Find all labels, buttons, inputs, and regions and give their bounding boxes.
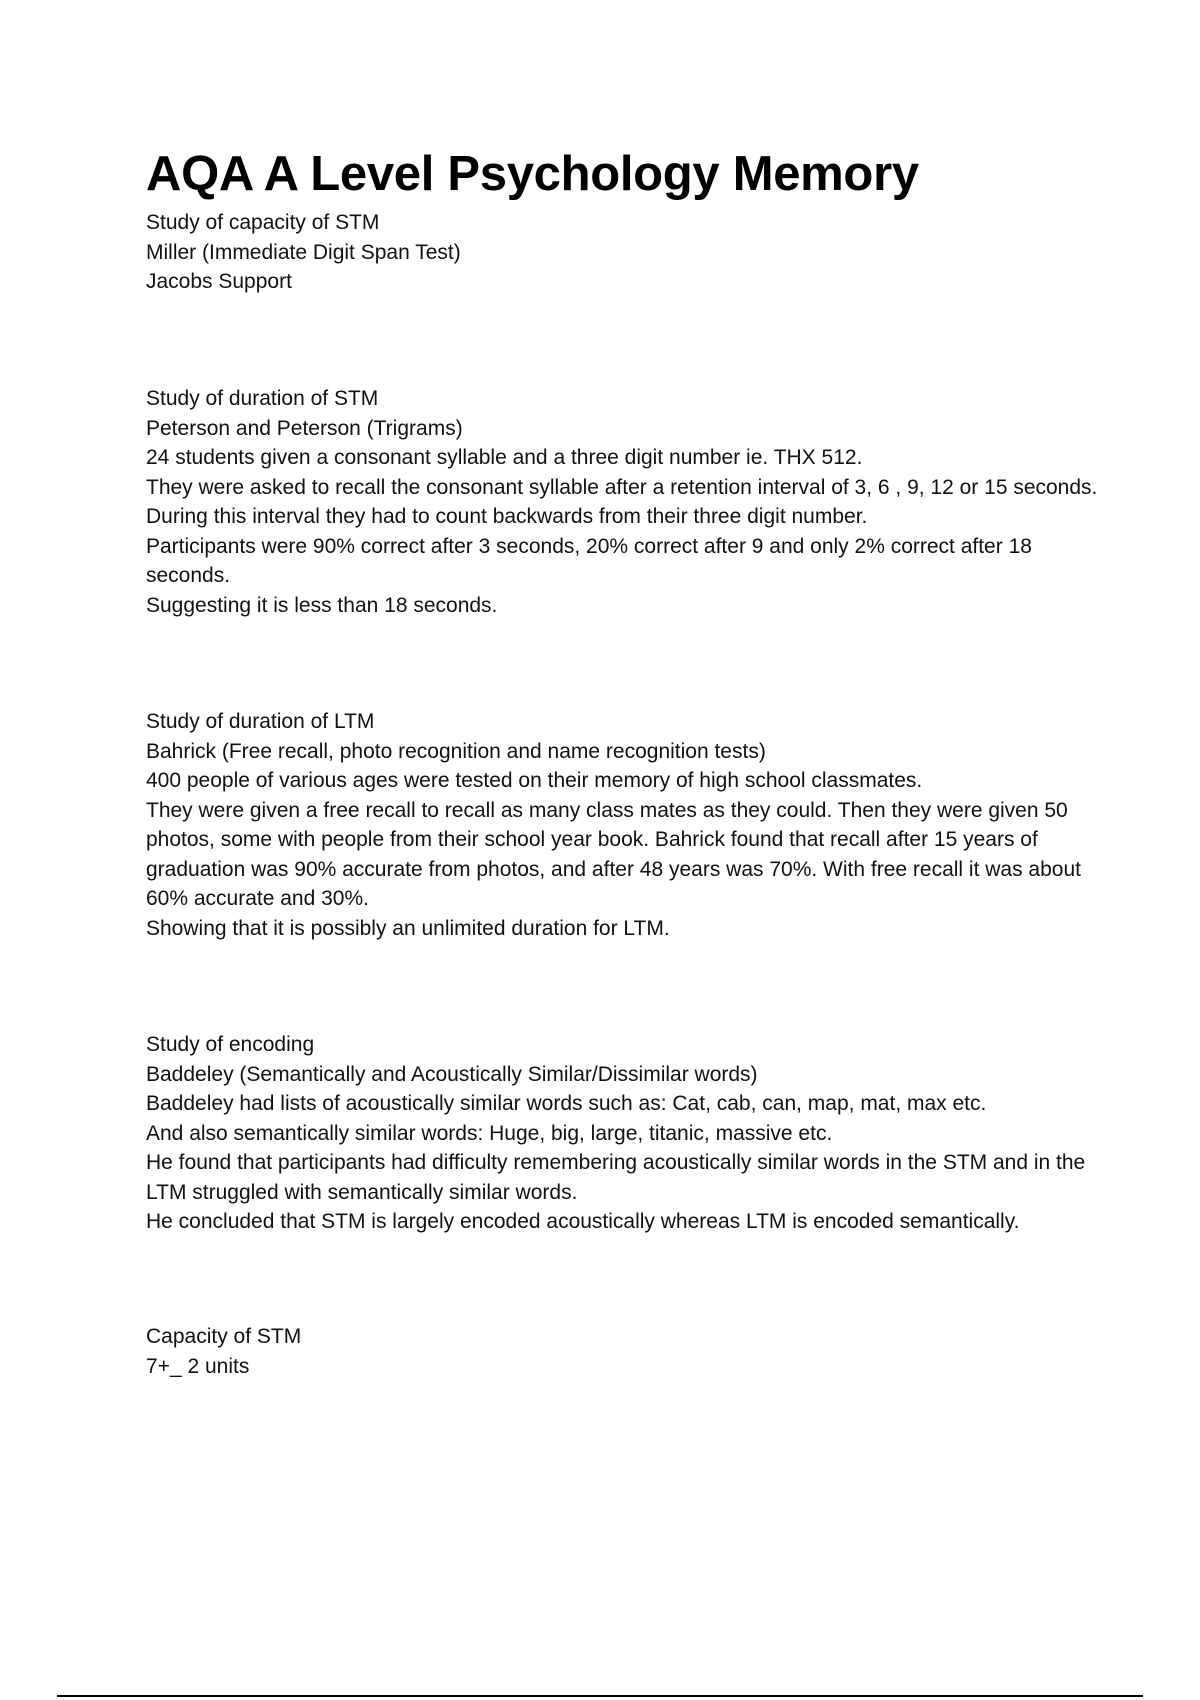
section-stm-capacity-study [146,208,1106,297]
section-heading: Study of duration of STM [146,387,379,410]
section-line: Baddeley (Semantically and Acoustically Similar/Dissimilar words) [146,1062,758,1086]
section-line: Bahrick (Free recall, photo recognition and name recognition tests) [146,739,766,763]
section-encoding-study [146,1030,1106,1237]
section-line: Miller (Immediate Digit Span Test) [146,240,461,264]
section-line: They were asked to recall the consonant syllable after a retention interval of 3, 6 , 9, 12 or 15 seconds. During this interval they had to count backwards from their three digit number. [146,475,1098,528]
section-heading: Study of capacity of STM [146,211,380,234]
section-line: 7+_ 2 units [146,1354,250,1378]
section-line: He found that participants had difficulty remembering acoustically similar words in the STM and in the LTM struggled with semantically similar words. [146,1151,1086,1204]
section-line: Showing that it is possibly an unlimited duration for LTM. [146,916,670,940]
section-line: Suggesting it is less than 18 seconds. [146,593,498,617]
section-line: 400 people of various ages were tested on their memory of high school classmates. [146,769,923,792]
section-heading: Study of encoding [146,1033,315,1056]
section-line: Jacobs Support [146,270,292,293]
section-stm-capacity [146,1322,1106,1381]
section-line: 24 students given a consonant syllable and a three digit number ie. THX 512. [146,446,863,469]
section-line: Baddeley had lists of acoustically similar words such as: Cat, cab, can, map, mat, max etc. [146,1092,987,1115]
section-line: They were given a free recall to recall as many class mates as they could. Then they were given 50 photos, some with people from their school year book. Bahrick found that recall after 15 years of graduation was 90% accurate from photos, and after 48 years was 70%. With free recall it was about 60% accurate and 30%. [146,798,1081,910]
section-line: He concluded that STM is largely encoded acoustically whereas LTM is encoded semantically. [146,1210,1020,1233]
section-stm-duration-study [146,384,1106,620]
section-line: Participants were 90% correct after 3 seconds, 20% correct after 9 and only 2% correct after 18 seconds. [146,534,1032,587]
section-line: Peterson and Peterson (Trigrams) [146,416,463,440]
page-title: AQA A Level Psychology Memory [146,147,919,201]
section-heading: Study of duration of LTM [146,710,375,733]
section-line: And also semantically similar words: Huge, big, large, titanic, massive etc. [146,1121,833,1145]
section-ltm-duration-study [146,707,1106,943]
section-heading: Capacity of STM [146,1325,302,1348]
footer-divider [57,1695,1143,1697]
